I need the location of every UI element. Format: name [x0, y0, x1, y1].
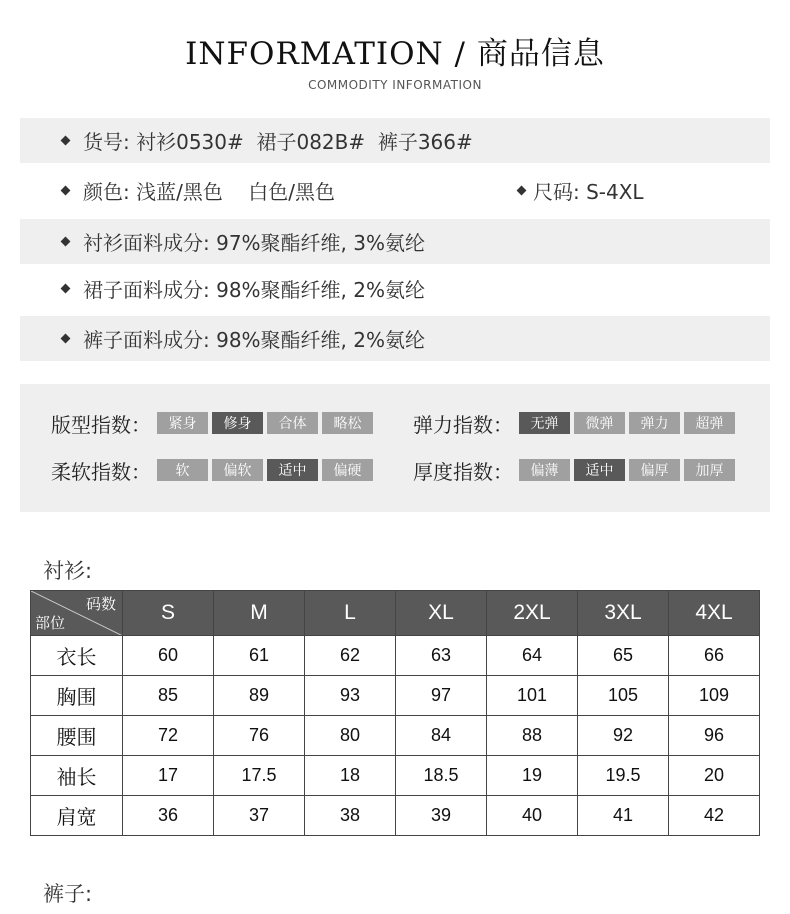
value-cell: 96: [669, 716, 760, 756]
value-cell: 72: [123, 716, 214, 756]
value-cell: 36: [123, 796, 214, 836]
index-thickness-label: 厚度指数：: [413, 459, 513, 484]
index-chip: 弹力: [629, 412, 680, 434]
color-text: 颜色: 浅蓝/黑色 白色/黑色: [83, 180, 336, 204]
size-header: S: [123, 591, 214, 636]
value-cell: 84: [396, 716, 487, 756]
info-row-shirt-fabric: [20, 219, 770, 264]
index-stretch-label: 弹力指数：: [413, 412, 513, 437]
table-row: [31, 676, 760, 716]
index-chip: 适中: [574, 459, 625, 481]
index-chip: 偏软: [212, 459, 263, 481]
table-row: [31, 796, 760, 836]
index-chip: 无弹: [519, 412, 570, 434]
value-cell: 105: [578, 676, 669, 716]
title-subtitle: COMMODITY INFORMATION: [308, 78, 482, 92]
info-row-item-no: [20, 118, 770, 163]
value-cell: 62: [305, 636, 396, 676]
value-cell: 109: [669, 676, 760, 716]
size-header: 3XL: [578, 591, 669, 636]
size-header: M: [214, 591, 305, 636]
value-cell: 64: [487, 636, 578, 676]
value-cell: 42: [669, 796, 760, 836]
size-block: [518, 168, 644, 213]
value-cell: 18.5: [396, 756, 487, 796]
size-header: XL: [396, 591, 487, 636]
size-header: 2XL: [487, 591, 578, 636]
value-cell: 76: [214, 716, 305, 756]
index-chip: 超弹: [684, 412, 735, 434]
table-row: [31, 716, 760, 756]
page-title: [0, 28, 790, 73]
shirt-fabric-text: 衬衫面料成分: 97%聚酯纤维, 3%氨纶: [83, 231, 425, 255]
value-cell: 65: [578, 636, 669, 676]
index-softness: [51, 455, 377, 485]
index-chip: 软: [157, 459, 208, 481]
shirt-size-table: [30, 590, 760, 836]
pants-fabric-text: 裤子面料成分: 98%聚酯纤维, 2%氨纶: [83, 328, 425, 352]
value-cell: 92: [578, 716, 669, 756]
index-fit-label: 版型指数：: [51, 412, 151, 437]
skirt-fabric-text: 裙子面料成分: 98%聚酯纤维, 2%氨纶: [83, 278, 425, 302]
part-cell: 胸围: [31, 676, 123, 716]
index-chip: 微弹: [574, 412, 625, 434]
index-chip: 紧身: [157, 412, 208, 434]
value-cell: 93: [305, 676, 396, 716]
value-cell: 38: [305, 796, 396, 836]
value-cell: 101: [487, 676, 578, 716]
part-cell: 肩宽: [31, 796, 123, 836]
value-cell: 85: [123, 676, 214, 716]
corner-size-label: 码数: [85, 595, 116, 613]
value-cell: 89: [214, 676, 305, 716]
part-cell: 衣长: [31, 636, 123, 676]
part-cell: 袖长: [31, 756, 123, 796]
value-cell: 60: [123, 636, 214, 676]
diamond-bullet-icon: [61, 284, 71, 294]
value-cell: 19: [487, 756, 578, 796]
size-text: 尺码: S-4XL: [533, 180, 644, 204]
index-thickness: [413, 455, 739, 485]
value-cell: 17: [123, 756, 214, 796]
value-cell: 80: [305, 716, 396, 756]
corner-part-label: 部位: [35, 614, 66, 632]
item-no-text: 货号: 衬衫0530# 裙子082B# 裤子366#: [83, 130, 473, 154]
diamond-bullet-icon: [61, 186, 71, 196]
value-cell: 41: [578, 796, 669, 836]
index-panel: [20, 384, 770, 512]
diamond-bullet-icon: [517, 186, 527, 196]
size-header: 4XL: [669, 591, 760, 636]
value-cell: 40: [487, 796, 578, 836]
diamond-bullet-icon: [61, 136, 71, 146]
index-chip: 加厚: [684, 459, 735, 481]
value-cell: 61: [214, 636, 305, 676]
value-cell: 20: [669, 756, 760, 796]
value-cell: 63: [396, 636, 487, 676]
value-cell: 39: [396, 796, 487, 836]
index-chip: 适中: [267, 459, 318, 481]
size-header-row: [31, 591, 760, 636]
diamond-bullet-icon: [61, 237, 71, 247]
title-main: INFORMATION / 商品信息: [185, 36, 605, 72]
table-row: [31, 636, 760, 676]
index-chip: 偏厚: [629, 459, 680, 481]
value-cell: 97: [396, 676, 487, 716]
value-cell: 88: [487, 716, 578, 756]
table-row: [31, 756, 760, 796]
index-softness-label: 柔软指数：: [51, 459, 151, 484]
value-cell: 66: [669, 636, 760, 676]
index-chip: 偏硬: [322, 459, 373, 481]
part-cell: 腰围: [31, 716, 123, 756]
index-chip: 修身: [212, 412, 263, 434]
index-chip: 偏薄: [519, 459, 570, 481]
value-cell: 19.5: [578, 756, 669, 796]
value-cell: 17.5: [214, 756, 305, 796]
index-chip: 合体: [267, 412, 318, 434]
info-row-pants-fabric: [20, 316, 770, 361]
index-fit: [51, 408, 377, 438]
table-corner: [31, 591, 123, 636]
diamond-bullet-icon: [61, 334, 71, 344]
size-header: L: [305, 591, 396, 636]
pants-section-label: 裤子:: [43, 882, 93, 906]
info-row-color-size: [20, 168, 770, 213]
info-row-skirt-fabric: [20, 266, 770, 311]
value-cell: 18: [305, 756, 396, 796]
index-chip: 略松: [322, 412, 373, 434]
shirt-section-label: 衬衫:: [43, 559, 93, 583]
value-cell: 37: [214, 796, 305, 836]
index-stretch: [413, 408, 739, 438]
